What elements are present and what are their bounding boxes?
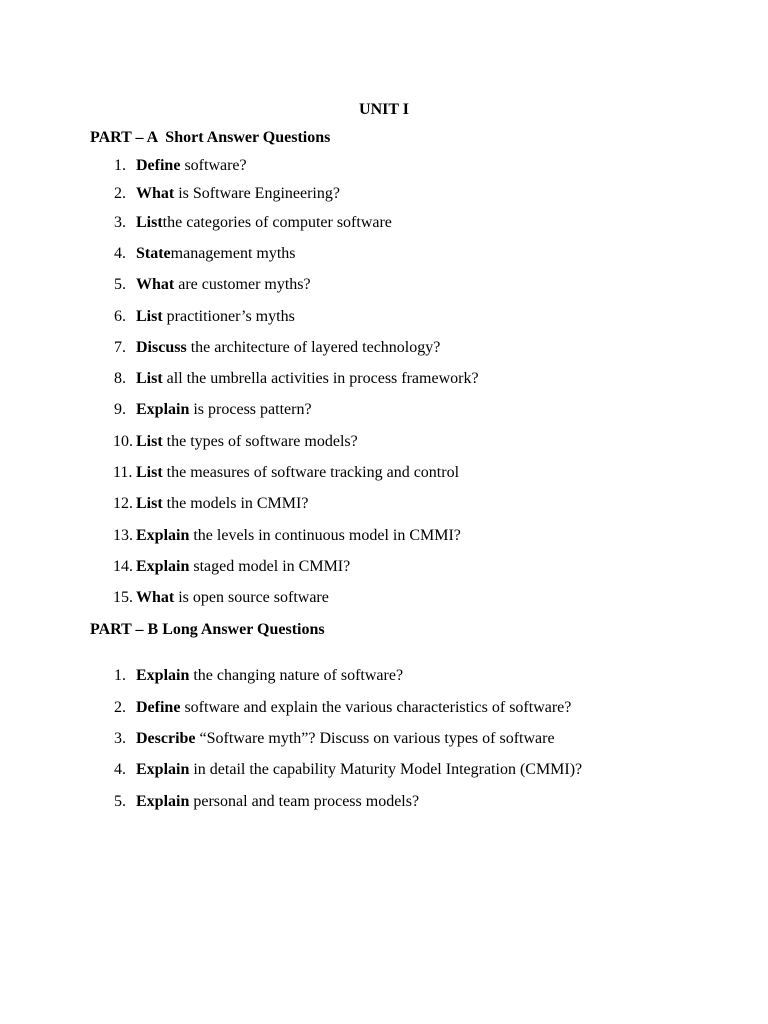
- question-number: 5.: [114, 793, 126, 810]
- question-number: 5.: [114, 276, 126, 293]
- question-text: [136, 760, 582, 780]
- question-verb: Explain: [136, 401, 190, 418]
- question-body: are customer myths?: [174, 276, 311, 293]
- question-text: [136, 526, 461, 546]
- question-text: [136, 698, 571, 718]
- question-body: the architecture of layered technology?: [186, 339, 441, 356]
- question-verb: Explain: [136, 793, 190, 810]
- question-body: in detail the capability Maturity Model Integration (CMMI)?: [189, 761, 583, 778]
- question-body: is process pattern?: [189, 401, 312, 418]
- question-body: software and explain the various characteristics of software?: [180, 699, 572, 716]
- question-verb: State: [136, 245, 171, 262]
- question-text: [136, 432, 358, 452]
- question-number: 2.: [114, 699, 126, 716]
- question-body: staged model in CMMI?: [189, 558, 351, 575]
- question-text: [136, 307, 295, 327]
- question-verb: List: [136, 495, 163, 512]
- question-number: 1.: [114, 667, 126, 684]
- question-body: all the umbrella activities in process framework?: [162, 370, 479, 387]
- question-number: 4.: [114, 245, 126, 262]
- question-text: [136, 184, 340, 204]
- question-verb: Explain: [136, 558, 190, 575]
- question-text: [136, 729, 555, 749]
- question-text: [136, 275, 311, 295]
- question-text: [136, 588, 329, 608]
- question-text: [136, 213, 392, 233]
- question-number: 1.: [114, 157, 126, 174]
- question-body: is open source software: [174, 589, 329, 606]
- question-text: [136, 338, 440, 358]
- question-body: practitioner’s myths: [162, 308, 295, 325]
- question-number: 11.: [113, 464, 133, 481]
- question-text: [136, 244, 296, 264]
- question-text: [136, 369, 479, 389]
- question-number: 3.: [114, 214, 126, 231]
- question-number: 8.: [114, 370, 126, 387]
- question-verb: What: [136, 185, 175, 202]
- question-body: “Software myth”? Discuss on various types of software: [195, 730, 555, 747]
- question-verb: Explain: [136, 527, 190, 544]
- question-body: personal and team process models?: [189, 793, 420, 810]
- question-body: the categories of computer software: [162, 214, 392, 231]
- question-number: 14.: [113, 558, 133, 575]
- question-text: [136, 494, 308, 514]
- question-verb: Describe: [136, 730, 196, 747]
- question-text: [136, 792, 419, 812]
- question-body: software?: [180, 157, 247, 174]
- question-body: the measures of software tracking and control: [162, 464, 460, 481]
- question-number: 4.: [114, 761, 126, 778]
- question-verb: List: [136, 214, 163, 231]
- question-verb: List: [136, 433, 163, 450]
- question-verb: List: [136, 464, 163, 481]
- part-b-heading: PART – B Long Answer Questions: [90, 621, 325, 638]
- question-text: [136, 463, 459, 483]
- question-number: 15.: [113, 589, 133, 606]
- question-body: is Software Engineering?: [174, 185, 340, 202]
- question-verb: Explain: [136, 761, 190, 778]
- question-verb: Explain: [136, 667, 190, 684]
- question-number: 12.: [113, 495, 133, 512]
- question-verb: Discuss: [136, 339, 187, 356]
- question-number: 7.: [114, 339, 126, 356]
- question-text: [136, 156, 247, 176]
- question-verb: Define: [136, 157, 181, 174]
- question-body: the types of software models?: [162, 433, 358, 450]
- question-verb: List: [136, 308, 163, 325]
- question-verb: What: [136, 276, 175, 293]
- question-text: [136, 666, 403, 686]
- question-verb: What: [136, 589, 175, 606]
- question-number: 13.: [113, 527, 133, 544]
- question-number: 10.: [113, 433, 133, 450]
- unit-title: UNIT I: [359, 101, 409, 118]
- question-number: 2.: [114, 185, 126, 202]
- question-verb: List: [136, 370, 163, 387]
- question-text: [136, 400, 312, 420]
- question-verb: Define: [136, 699, 181, 716]
- question-number: 9.: [114, 401, 126, 418]
- question-body: the changing nature of software?: [189, 667, 404, 684]
- part-a-heading: PART – A Short Answer Questions: [90, 129, 331, 146]
- question-number: 6.: [114, 308, 126, 325]
- question-text: [136, 557, 350, 577]
- question-body: the models in CMMI?: [162, 495, 309, 512]
- question-body: the levels in continuous model in CMMI?: [189, 527, 461, 544]
- question-number: 3.: [114, 730, 126, 747]
- question-body: management myths: [170, 245, 296, 262]
